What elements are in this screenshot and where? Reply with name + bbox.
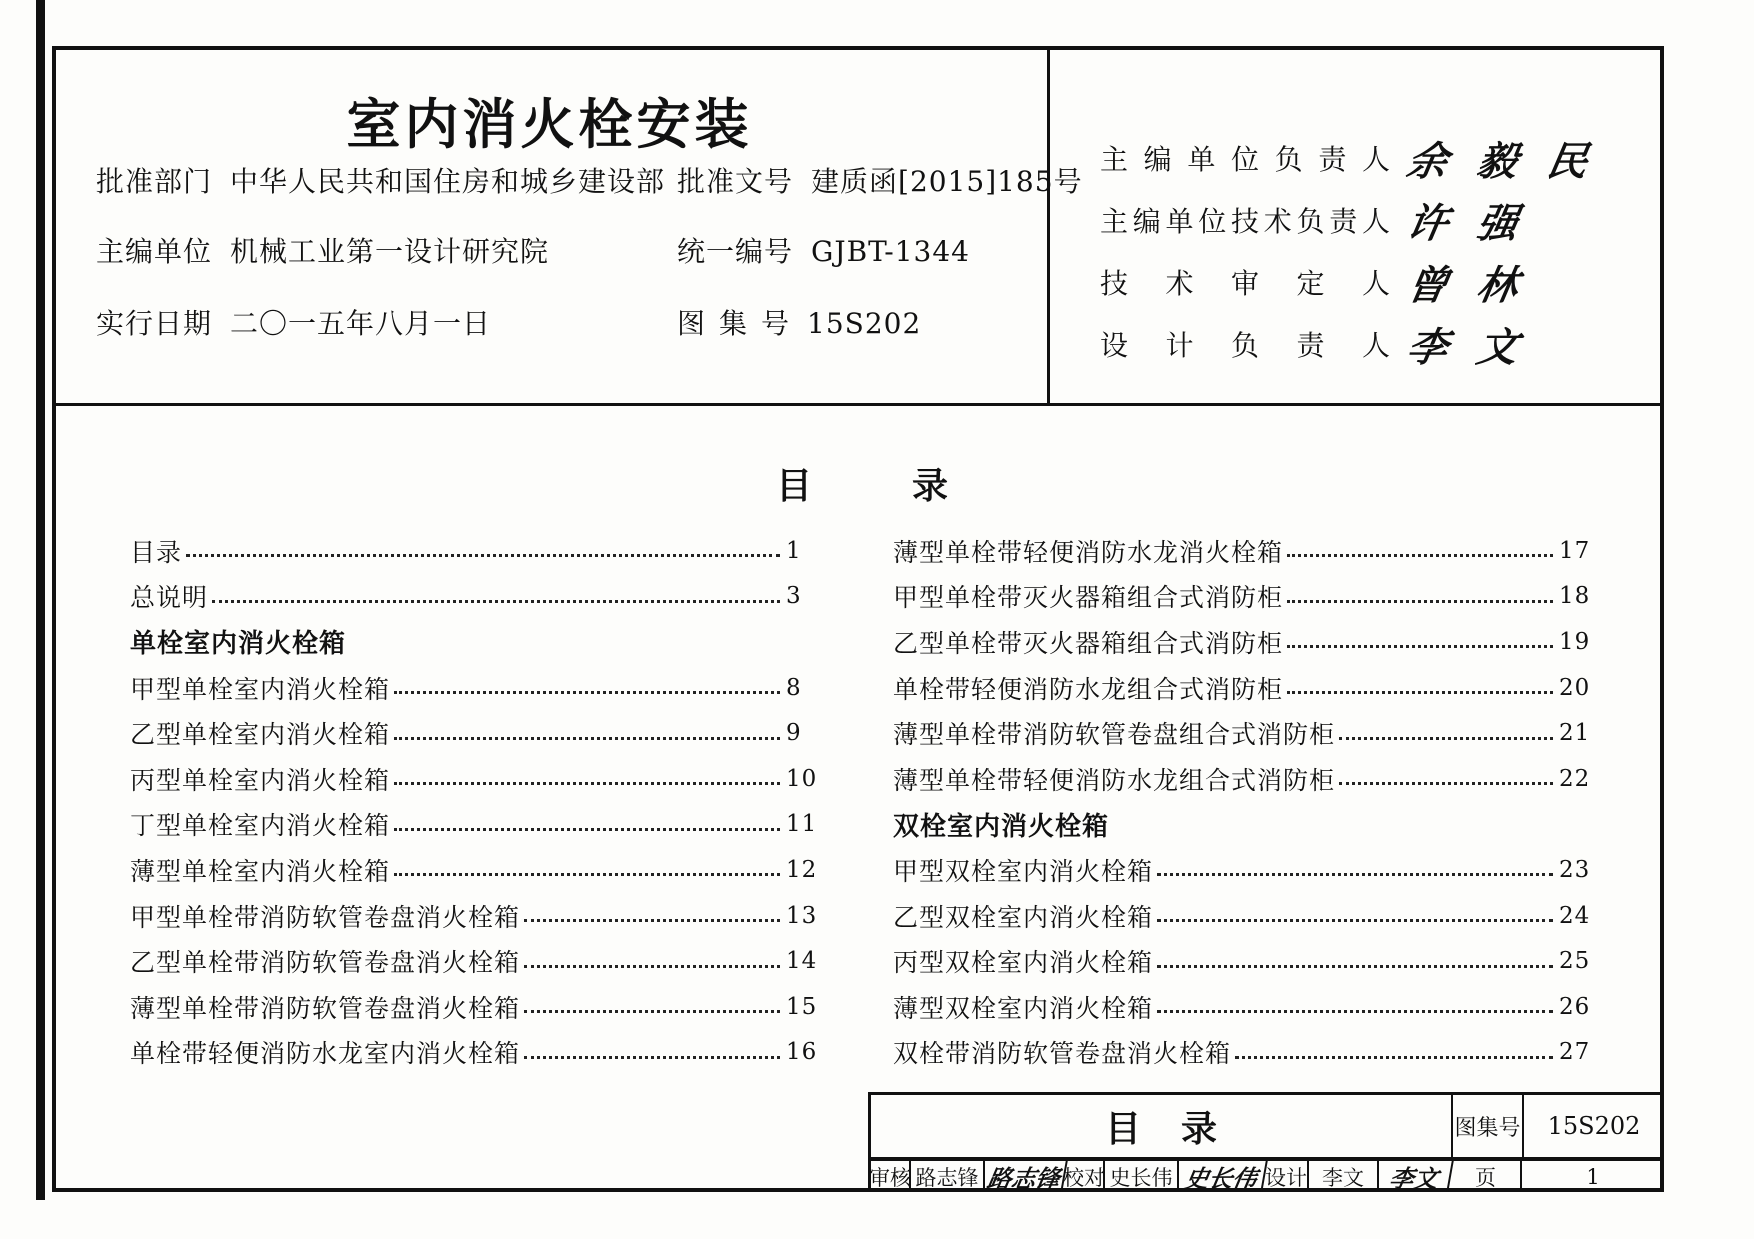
toc-entry [893,756,1593,802]
toc-dot-leader [394,873,780,876]
atlas-no-row [677,302,921,342]
responsible-role: 主编单位负责人 [1100,143,1390,176]
toc-entry-page: 18 [1559,583,1591,610]
editor-unit-label: 主编单位 [96,235,213,268]
toc-dot-leader [1157,1010,1553,1013]
toc-dot-leader [1235,1056,1553,1059]
toc-entry-page: 19 [1559,628,1591,655]
toc-dot-leader [1287,691,1553,694]
toc-entry-title: 甲型双栓室内消火栓箱 [893,852,1155,888]
toc-entry-page: 25 [1559,948,1591,975]
design-label: 设计 [1265,1161,1309,1192]
toc-entry [893,665,1593,711]
responsible-role: 技术审定人 [1100,267,1390,300]
handwritten-signature: 李文 [1403,323,1552,371]
atlas-no-cell: 15S202 [1522,1095,1664,1159]
toc-dot-leader [1287,554,1553,557]
toc-entry-title: 薄型单栓带轻便消防水龙组合式消防柜 [893,761,1337,797]
toc-entry-title: 乙型单栓带灭火器箱组合式消防柜 [893,624,1285,660]
toc-entry-title: 乙型单栓带消防软管卷盘消火栓箱 [130,943,522,979]
toc-entry-page: 23 [1559,856,1591,883]
checker-name: 史长伟 [1105,1161,1179,1192]
toc-entry [130,665,820,711]
toc-dot-leader [394,782,780,785]
toc-entry [893,938,1593,984]
toc-entry [130,893,820,939]
atlas-no-label: 图集号 [677,307,804,340]
toc-entry-title: 目录 [130,533,184,569]
toc-entry-title: 丁型单栓室内消火栓箱 [130,806,392,842]
unified-no-row [677,230,970,270]
toc-dot-leader [1287,600,1553,603]
toc-entry-page: 10 [786,765,818,792]
toc-heading-char-1: 目 [776,466,813,507]
toc-entry-page: 11 [786,811,818,838]
handwritten-signature: 余毅民 [1403,137,1622,185]
toc-entry-page: 22 [1559,765,1591,792]
toc-dot-leader [524,1056,780,1059]
toc-entry [130,574,820,620]
toc-entry-page: 16 [786,1039,818,1066]
handwritten-signature: 许强 [1403,199,1552,247]
atlas-no-label-cell: 图集号 [1451,1095,1522,1159]
toc-entry [130,710,820,756]
page-label: 页 [1451,1161,1522,1192]
toc-entry-title: 甲型单栓室内消火栓箱 [130,670,392,706]
toc-entry-title: 乙型双栓室内消火栓箱 [893,898,1155,934]
reviewer-signature: 路志锋 [982,1161,1067,1192]
toc-dot-leader [394,691,780,694]
toc-entry [893,710,1593,756]
toc-dot-leader [212,600,780,603]
toc-entry [893,528,1593,574]
toc-entry-title: 丙型双栓室内消火栓箱 [893,943,1155,979]
toc-entry [130,1030,820,1076]
responsible-row [1100,320,1552,371]
toc-entry [130,847,820,893]
header-info-panel [52,46,1083,406]
toc-entry-title: 单栓带轻便消防水龙室内消火栓箱 [130,1034,522,1070]
toc-entry [893,984,1593,1030]
sheet-title: 目录 [871,1095,1451,1159]
toc-dot-leader [1157,965,1553,968]
designer-signature: 李文 [1376,1161,1453,1192]
toc-entry-title: 薄型单栓室内消火栓箱 [130,852,392,888]
responsible-row [1100,134,1622,185]
toc-dot-leader [394,828,780,831]
handwritten-signature: 曾林 [1403,261,1552,309]
toc-entry-page: 20 [1559,674,1591,701]
toc-dot-leader [524,1010,780,1013]
toc-entry-page: 8 [786,674,802,701]
toc-section-heading: 双栓室内消火栓箱 [893,811,1110,842]
toc-entry-page: 13 [786,902,818,929]
toc-entry-page: 24 [1559,902,1591,929]
responsible-role: 主编单位技术负责人 [1100,205,1390,238]
toc-entry-title: 丙型单栓室内消火栓箱 [130,761,392,797]
toc-entry [130,802,820,848]
drawing-title-block [868,1092,1664,1192]
checker-signature: 史长伟 [1176,1161,1267,1192]
toc-entry-page: 14 [786,948,818,975]
toc-entry-title: 薄型单栓带轻便消防水龙消火栓箱 [893,533,1285,569]
toc-entry [893,619,1593,665]
toc-entry [893,1030,1593,1076]
toc-dot-leader [1157,919,1553,922]
toc-dot-leader [1157,873,1553,876]
toc-heading [776,458,948,509]
approval-no-label: 批准文号 [677,165,794,198]
signoff-row [871,1159,1664,1192]
review-label: 审核 [871,1161,911,1192]
toc-dot-leader [524,919,780,922]
toc-entry-page: 26 [1559,993,1591,1020]
toc-dot-leader [186,554,780,557]
toc-heading-char-2: 录 [912,466,949,507]
approval-no-value: 建质函[2015]185号 [811,165,1083,198]
effective-date-label: 实行日期 [96,307,213,340]
toc-dot-leader [394,737,780,740]
approval-dept-row [96,160,665,200]
effective-date-row [96,302,491,342]
toc-entry-page: 21 [1559,720,1591,747]
reviewer-name: 路志锋 [911,1161,985,1192]
approval-no-row [677,160,1083,200]
editor-unit-value: 机械工业第一设计研究院 [230,235,550,268]
toc-dot-leader [524,965,780,968]
check-label: 校对 [1065,1161,1105,1192]
unified-no-label: 统一编号 [677,235,794,268]
toc-entry [130,938,820,984]
binding-edge [36,0,45,1200]
toc-entry-page: 17 [1559,537,1591,564]
toc-entry-page: 9 [786,720,802,747]
page-no: 1 [1586,1164,1600,1189]
effective-date-value: 二〇一五年八月一日 [230,307,492,340]
toc-right-column [893,528,1593,1075]
toc-entry-title: 总说明 [130,578,210,614]
responsible-row [1100,258,1552,309]
toc-entry-title: 乙型单栓室内消火栓箱 [130,715,392,751]
toc-dot-leader [1287,645,1553,648]
toc-entry [130,528,820,574]
toc-entry-title: 薄型单栓带消防软管卷盘消火栓箱 [130,989,522,1025]
toc-entry-title: 薄型双栓室内消火栓箱 [893,989,1155,1025]
toc-entry-title: 单栓带轻便消防水龙组合式消防柜 [893,670,1285,706]
editor-unit-row [96,230,549,270]
toc-entry-page: 1 [786,537,802,564]
responsible-role: 设计负责人 [1100,329,1390,362]
unified-no-value: GJBT-1344 [811,235,970,268]
responsibles-panel [1050,46,1664,406]
toc-section-heading: 单栓室内消火栓箱 [130,629,347,660]
toc-entry-title: 薄型单栓带消防软管卷盘组合式消防柜 [893,715,1337,751]
toc-entry [130,756,820,802]
toc-entry [893,893,1593,939]
toc-entry-page: 15 [786,993,818,1020]
atlas-title: 室内消火栓安装 [346,93,753,156]
toc-entry [893,574,1593,620]
toc-entry-title: 甲型单栓带消防软管卷盘消火栓箱 [130,898,522,934]
toc-dot-leader [1339,737,1553,740]
atlas-no-value: 15S202 [807,307,922,340]
responsible-row [1100,196,1552,247]
toc-entry [130,984,820,1030]
toc-entry-page: 27 [1559,1039,1591,1066]
toc-left-column [130,528,820,1075]
toc-entry-title: 双栓带消防软管卷盘消火栓箱 [893,1034,1233,1070]
toc-entry-page: 12 [786,856,818,883]
toc-dot-leader [1339,782,1553,785]
toc-entry [893,847,1593,893]
approval-dept-value: 中华人民共和国住房和城乡建设部 [230,165,666,198]
toc-entry-page: 3 [786,583,802,610]
approval-dept-label: 批准部门 [96,165,213,198]
toc-entry-title: 甲型单栓带灭火器箱组合式消防柜 [893,578,1285,614]
designer-name: 李文 [1309,1161,1379,1192]
